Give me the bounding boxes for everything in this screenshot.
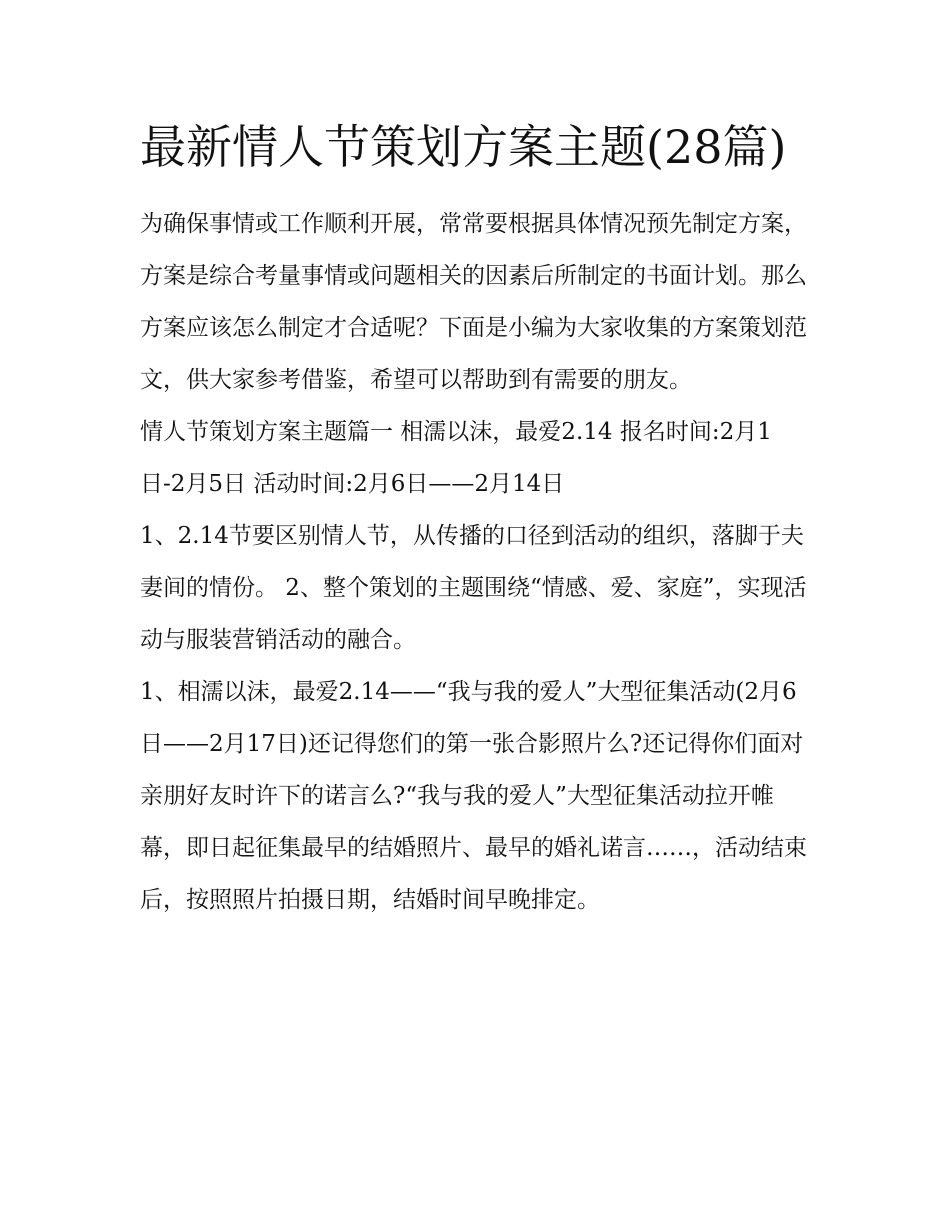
section-one-heading-paragraph: 情人节策划方案主题篇一 相濡以沫，最爱2.14 报名时间:2月1日-2月5日 活动时间:2月6日——2月14日 — [140, 419, 772, 497]
theme-paragraph: 1、2.14节要区别情人节，从传播的口径到活动的组织，落脚于夫妻间的情份。 2、整个策划的主题围绕“情感、爱、家庭”，实现活动与服装营销活动的融合。 — [140, 523, 807, 653]
intro-paragraph: 为确保事情或工作顺利开展，常常要根据具体情况预先制定方案，方案是综合考量事情或问题相关的因素后所制定的书面计划。那么方案应该怎么制定才合适呢？下面是小编为大家收集的方案策划范文，供大家参考借鉴，希望可以帮助到有需要的朋友。 — [140, 211, 807, 393]
document-page — [140, 108, 815, 926]
activity-paragraph: 1、相濡以沫，最爱2.14——“我与我的爱人”大型征集活动(2月6日——2月17日)还记得您们的第一张合影照片么?还记得你们面对亲朋好友时许下的诺言么?“我与我的爱人”大型征集活动拉开帷幕，即日起征集最早的结婚照片、最早的婚礼诺言……，活动结束后，按照照片拍摄日期，结婚时间早晚排定。 — [140, 679, 807, 913]
document-title: 最新情人节策划方案主题(28篇) — [140, 120, 787, 174]
